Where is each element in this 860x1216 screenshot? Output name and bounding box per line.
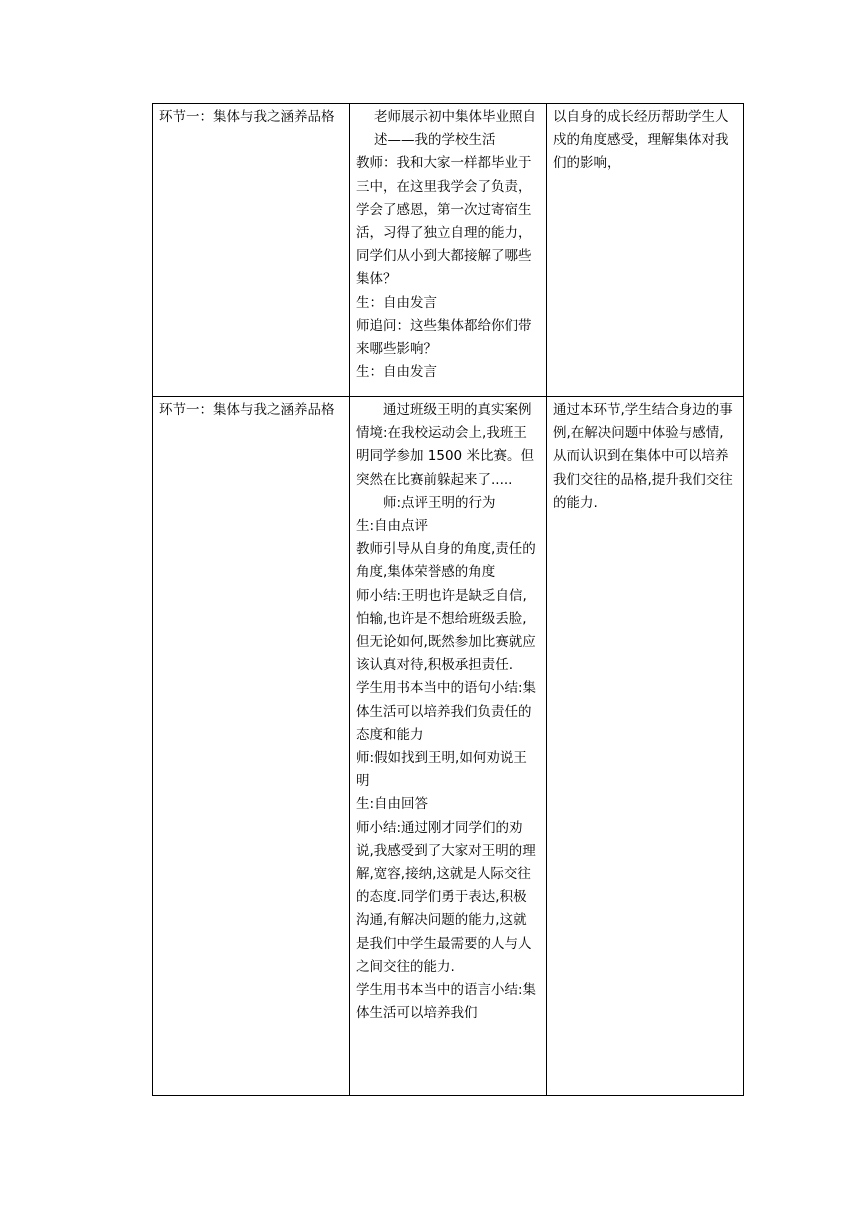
intent-cell	[547, 397, 744, 1096]
lesson-plan-table	[152, 103, 744, 1096]
activity-line: 教师：我和大家一样都毕业于三中，在这里我学会了负责，学会了感恩，第一次过寄宿生活，习得了独立自理的能力，同学们从小到大都接解了哪些集体？	[356, 155, 532, 288]
stage-cell	[153, 104, 350, 397]
activity-line: 生：自由发言	[356, 294, 437, 311]
stage-text: 环节一：集体与我之涵养品格	[159, 402, 335, 418]
activity-line: 师:假如找到王明,如何劝说王明	[356, 750, 527, 790]
activity-line: 师追问：这些集体都给你们带来哪些影响？	[356, 317, 532, 358]
activity-line: 教师引导从自身的角度,责任的角度,集体荣誉感的角度	[356, 541, 536, 581]
intent-cell	[547, 104, 744, 397]
stage-text: 环节一：集体与我之涵养品格	[159, 109, 335, 125]
activity-line: 老师展示初中集体毕业照自述——我的学校生活	[374, 109, 536, 149]
activity-cell	[350, 104, 547, 397]
activity-line: 生：自由发言	[356, 364, 437, 381]
table-row	[153, 104, 744, 397]
table-row	[153, 397, 744, 1096]
activity-line: 学生用书本当中的语言小结:集体生活可以培养我们	[356, 982, 537, 1022]
activity-line: 师:点评王明的行为	[383, 494, 496, 511]
activity-line: 学生用书本当中的语句小结:集体生活可以培养我们负责任的态度和能力	[356, 680, 537, 743]
intent-text: 以自身的成长经历帮助学生人戍的角度感受，理解集体对我们的影响，	[553, 109, 729, 172]
activity-line: 师小结:通过刚才同学们的劝说,我感受到了大家对王明的理解,宽容,接纳,这就是人际交往的态度.同学们勇于表达,积极沟通,有解决问题的能力,这就是我们中学生最需要的人与人之间交往的能力.	[356, 819, 536, 975]
activity-line: 生:自由回答	[356, 796, 429, 813]
activity-line: 通过班级王明的真实案例情境:在我校运动会上,我班王明同学参加 1500 米比赛。但突然在比赛前躲起来了.....	[356, 402, 534, 488]
activity-cell	[350, 397, 547, 1096]
activity-line: 师小结:王明也许是缺乏自信,怕输,也许是不想给班级丢脸,但无论如何,既然参加比赛就应该认真对待,积极承担责任.	[356, 587, 536, 674]
intent-text: 通过本环节,学生结合身边的事例,在解决问题中体验与感情,从而认识到在集体中可以培养我们交往的品格,提升我们交往的能力.	[553, 402, 733, 511]
stage-cell	[153, 397, 350, 1096]
activity-line: 生:自由点评	[356, 518, 429, 535]
